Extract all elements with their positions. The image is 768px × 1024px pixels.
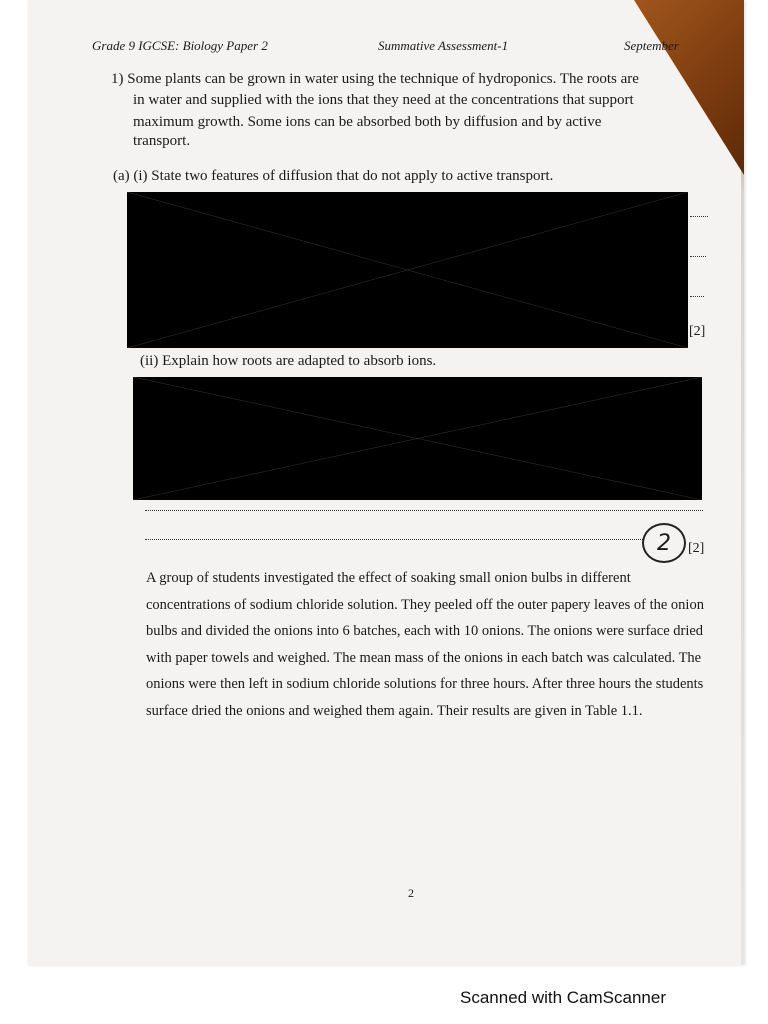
question-intro-line-2: in water and supplied with the ions that they need at the concentrations that support: [133, 92, 634, 108]
answer-line-dots: [690, 216, 708, 217]
redaction-box-2: [133, 377, 702, 500]
part-a-ii-question: (ii) Explain how roots are adapted to absorb ions.: [140, 353, 437, 369]
header-date: September: [624, 38, 679, 53]
camscanner-watermark: Scanned with CamScanner: [460, 988, 667, 1007]
question-intro-line-3: maximum growth. Some ions can be absorbed both by diffusion and by active: [133, 114, 602, 130]
page-number: 2: [408, 886, 414, 900]
redaction-box-1: [127, 192, 688, 348]
marks-a-i: [2]: [689, 324, 706, 339]
answer-line: [145, 510, 703, 511]
answer-line: [145, 539, 643, 540]
answer-line-dots: [690, 256, 706, 257]
header-subject: Grade 9 IGCSE: Biology Paper 2: [92, 38, 268, 53]
question-intro-line-1: 1) Some plants can be grown in water using the technique of hydroponics. The roots are: [111, 71, 639, 87]
teacher-score-circle: 2: [642, 523, 686, 563]
part-a-i-question: (a) (i) State two features of diffusion that do not apply to active transport.: [113, 168, 554, 184]
header-assessment: Summative Assessment-1: [378, 38, 509, 53]
marks-a-ii: [2]: [688, 541, 705, 556]
answer-line-dots: [690, 296, 704, 297]
question-intro-line-4: transport.: [133, 133, 191, 149]
experiment-paragraph: A group of students investigated the effect of soaking small onion bulbs in different concentrations of sodium chloride solution. They peeled off the outer papery leaves of the onion bulbs and divided the onions into 6 batches, each with 10 onions. The onions were surface dried with paper towels and weighed. The mean mass of the onions in each batch was calculated. The onions were then left in sodium chloride solutions for three hours. After three hours the students surface dried the onions and weighed them again. Their results are given in Table 1.1.: [146, 570, 704, 719]
